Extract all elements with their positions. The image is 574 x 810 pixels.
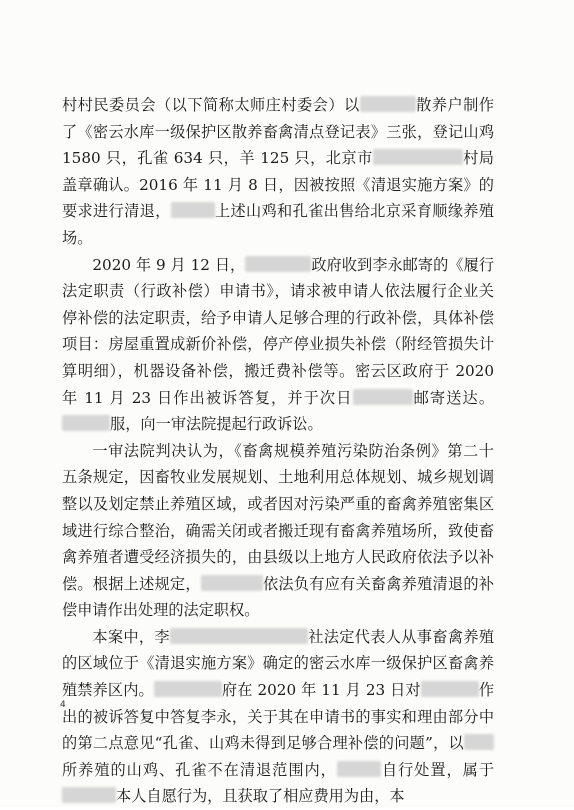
text-segment: 村村民委员会（以下简称太师庄村委会）以 bbox=[62, 96, 360, 114]
paragraph bbox=[62, 438, 494, 624]
text-segment: 上述山鸡和孔雀出售给北京采育顺缘养殖场。 bbox=[62, 202, 495, 247]
redaction-mark bbox=[464, 734, 494, 750]
paragraph bbox=[62, 624, 494, 810]
text-segment: 一审法院判决认为，《畜禽规模养殖污染防治条例》第二十五条规定，因畜牧业发展规划、土地利用总体规划、城乡规划调整以及划定禁止养殖区域，或者因对污染严重的畜禽养殖密集区域进行综合整治，确需关闭或者搬迁现有畜禽养殖场所，致使畜禽养殖者遭受经济损失的，由县级以上地方人民政府依法予以补偿。根据上述规定， bbox=[62, 441, 494, 593]
text-segment: 村局盖章确认。2016 年 11 月 8 日，因被按照《清退实施方案》的要求进行清退， bbox=[62, 149, 494, 221]
paragraph bbox=[62, 252, 494, 438]
page-number: 4 bbox=[60, 700, 66, 710]
redaction-mark bbox=[421, 681, 479, 697]
redaction-mark bbox=[201, 575, 263, 591]
redaction-mark bbox=[62, 787, 116, 803]
redaction-mark bbox=[170, 628, 308, 644]
text-segment: 政府收到李永邮寄的《履行法定职责（行政补偿）申请书》，请求被申请人依法履行企业关停补偿的法定职责，给予申请人足够合理的行政补偿，具体补偿项目：房屋重置成新价补偿，停产停业损失补偿（附经管损失计算明细），机器设备补偿，搬迁费补偿等。密云区政府于 2020 年 11 月 23 日作出被诉答复，并于次日 bbox=[62, 255, 495, 407]
text-segment: 服，向一审法院提起行政诉讼。 bbox=[110, 415, 323, 434]
text-segment: 本人自愿行为，且获取了相应费用为由，本 bbox=[116, 787, 405, 806]
text-segment: 散养户制作了《密云水库一级保护区散养畜禽清点登记表》三张，登记山鸡 1580 只，孔雀 634 只，羊 125 只，北京市 bbox=[62, 96, 495, 168]
text-segment: 社法定代表人从事畜禽养殖的区域位于《清退实施方案》确定的密云水库一级保护区畜禽养殖禁养区内。 bbox=[62, 627, 495, 700]
redaction-mark bbox=[373, 149, 463, 165]
redaction-mark bbox=[360, 96, 416, 112]
redaction-mark bbox=[245, 256, 311, 272]
text-segment: 所养殖的山鸡、孔雀不在清退范围内， bbox=[62, 760, 337, 779]
redaction-mark bbox=[62, 415, 110, 431]
text-segment: 邮寄送达。 bbox=[412, 388, 495, 407]
text-segment: 府在 2020 年 11 月 23 日对 bbox=[221, 681, 421, 700]
text-segment: 2020 年 9 月 12 日， bbox=[92, 255, 246, 274]
text-segment: 自行处置，属于 bbox=[380, 760, 495, 779]
redaction-mark bbox=[337, 761, 381, 777]
paragraph bbox=[62, 92, 494, 252]
text-segment: 作出的被诉答复中答复李永，关于其在申请书的事实和理由部分中的第二点意见“孔雀、山鸡未得到足够合理补偿的问题”，以 bbox=[62, 681, 495, 753]
redaction-mark bbox=[154, 681, 222, 697]
text-segment: 本案中，李 bbox=[92, 627, 170, 646]
redaction-mark bbox=[353, 389, 413, 405]
redaction-mark bbox=[171, 202, 215, 218]
body-text bbox=[62, 92, 494, 810]
text-segment: 依法负有应有关畜禽养殖清退的补偿申请作出处理的法定职权。 bbox=[62, 574, 495, 620]
